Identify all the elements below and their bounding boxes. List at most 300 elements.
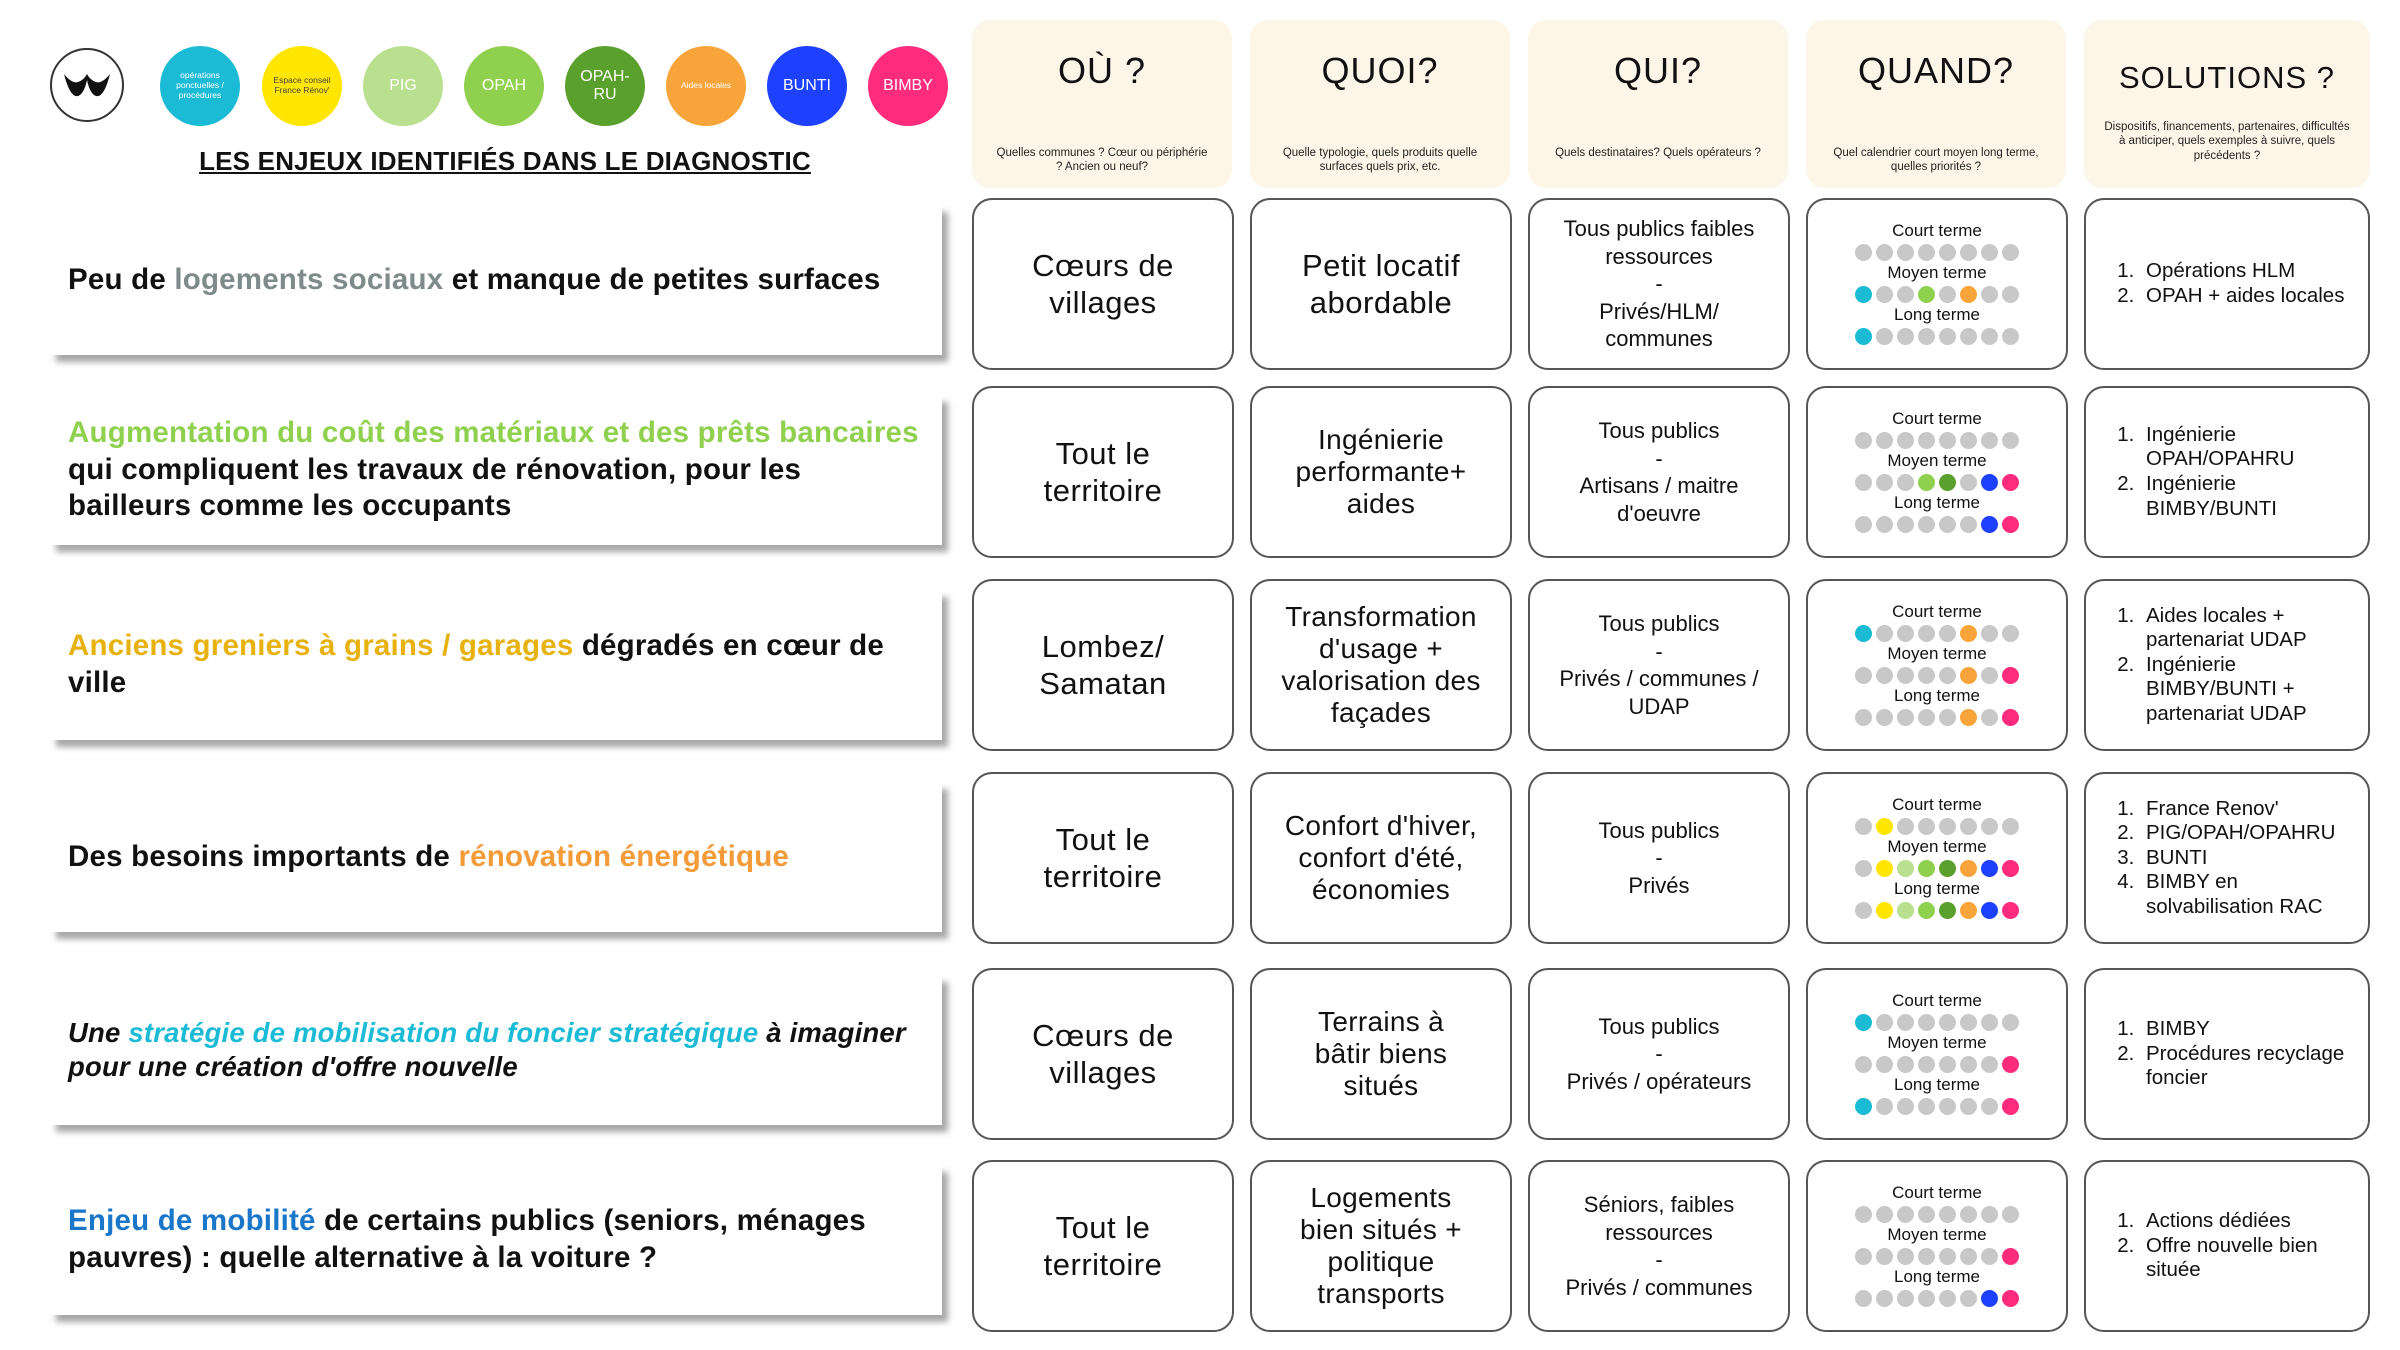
solution-item: 2. Procédures recyclage foncier	[2140, 1042, 2368, 1091]
text-line: Tous publics	[1598, 418, 1720, 443]
logo	[50, 48, 124, 122]
text-line: Tous publics	[1598, 611, 1720, 636]
timeframe-dots	[1855, 664, 2019, 686]
status-dot	[1918, 709, 1935, 726]
logo-mark-icon	[62, 70, 112, 100]
what-cell-text	[1300, 1182, 1462, 1311]
issue-text-segment: Anciens greniers à grains / garages	[68, 629, 574, 663]
timeframe-dots	[1855, 1011, 2019, 1033]
text-line: Lombez/	[1041, 628, 1165, 664]
text-line: d'usage +	[1318, 632, 1444, 664]
status-dot	[2002, 244, 2019, 261]
timeframe-label: Court terme	[1892, 409, 1982, 428]
issue-text	[68, 839, 789, 876]
text-line: villages	[1049, 285, 1157, 320]
text-line: UDAP	[1628, 693, 1690, 719]
text-line: Privés / communes /	[1559, 666, 1759, 691]
text-line: -	[1655, 1041, 1663, 1067]
where-cell-text	[1044, 1209, 1163, 1283]
status-dot	[1918, 1290, 1935, 1307]
timeframe-label: Court terme	[1892, 991, 1982, 1010]
who-cell-text	[1564, 215, 1755, 353]
status-dot	[1897, 625, 1914, 642]
status-dot	[1918, 818, 1935, 835]
text-line: territoire	[1043, 859, 1163, 894]
status-dot	[1939, 818, 1956, 835]
status-dot	[1939, 1290, 1956, 1307]
status-dot	[2002, 516, 2019, 533]
solution-item: 1. Opérations HLM	[2140, 259, 2344, 284]
status-dot	[1960, 516, 1977, 533]
status-dot	[1855, 244, 1872, 261]
timeframe-label: Long terme	[1894, 1267, 1980, 1286]
where-cell-text	[1039, 628, 1167, 702]
status-dot	[1855, 1290, 1872, 1307]
timeframe-label: Long terme	[1894, 1075, 1980, 1094]
when-cell	[1806, 772, 2068, 944]
solutions-list	[2096, 797, 2368, 920]
timeframe-dots	[1855, 241, 2019, 263]
text-line: Ingénierie	[1318, 423, 1444, 455]
issue-text-segment: stratégie de mobilisation du foncier stratégique	[128, 1016, 759, 1048]
where-cell-text	[1032, 247, 1174, 321]
timeframe-dots	[1855, 622, 2019, 644]
text-line: bâtir biens	[1314, 1037, 1448, 1069]
solutions-list	[2096, 604, 2368, 727]
text-line: transports	[1317, 1278, 1445, 1310]
text-line: Transformation	[1285, 600, 1477, 632]
status-dot	[1918, 1014, 1935, 1031]
status-dot	[1960, 860, 1977, 877]
timeframe-label: Long terme	[1894, 879, 1980, 898]
text-line: Samatan	[1039, 666, 1167, 701]
status-dot	[1960, 1206, 1977, 1223]
status-dot	[1876, 860, 1893, 877]
solution-item: 2. Offre nouvelle bien située	[2140, 1234, 2368, 1283]
text-line: d'oeuvre	[1617, 500, 1701, 526]
status-dot	[1876, 474, 1893, 491]
status-dot	[1855, 1056, 1872, 1073]
text-line: Tout le	[1055, 435, 1151, 471]
text-line: Tous publics faibles	[1563, 216, 1755, 242]
text-line: -	[1655, 845, 1663, 871]
timeframe-label: Long terme	[1894, 686, 1980, 705]
status-dot	[1876, 516, 1893, 533]
when-cell	[1806, 968, 2068, 1140]
where-cell	[972, 386, 1234, 558]
status-dot	[1981, 432, 1998, 449]
status-dot	[1981, 667, 1998, 684]
status-dot	[1876, 328, 1893, 345]
status-dot	[1897, 432, 1914, 449]
where-cell	[972, 772, 1234, 944]
solution-item: 1. Ingénierie OPAH/OPAHRU	[2140, 423, 2368, 472]
where-cell-text	[1044, 435, 1163, 509]
status-dot	[1981, 818, 1998, 835]
timeframe-dots	[1855, 429, 2019, 451]
status-dot	[1981, 860, 1998, 877]
solution-item: 1. France Renov'	[2140, 797, 2368, 822]
diagnostic-title: LES ENJEUX IDENTIFIÉS DANS LE DIAGNOSTIC	[199, 146, 811, 176]
solution-item: 2. Ingénierie BIMBY/BUNTI	[2140, 472, 2368, 521]
text-line: bien situés +	[1300, 1213, 1462, 1245]
timeframe-label: Court terme	[1892, 1183, 1982, 1202]
what-cell	[1250, 386, 1512, 558]
status-dot	[2002, 667, 2019, 684]
issue-text	[68, 1016, 922, 1085]
timeframe-dots	[1855, 1287, 2019, 1309]
column-header	[1528, 20, 1788, 188]
status-dot	[1918, 1248, 1935, 1265]
status-dot	[1981, 286, 1998, 303]
text-line: Petit locatif	[1301, 247, 1461, 283]
column-subtitle: Quels destinataires? Quels opérateurs ?	[1555, 147, 1761, 159]
status-dot	[1960, 244, 1977, 261]
who-cell	[1528, 1160, 1790, 1332]
status-dot	[1939, 432, 1956, 449]
timeframe-dots	[1855, 513, 2019, 535]
text-line: Tous publics	[1598, 1013, 1720, 1039]
status-dot	[2002, 1206, 2019, 1223]
status-dot	[1897, 474, 1914, 491]
timeframe-label: Moyen terme	[1887, 837, 1987, 856]
status-dot	[2002, 625, 2019, 642]
status-dot	[1897, 516, 1914, 533]
text-line: situés	[1343, 1070, 1419, 1102]
status-dot	[1855, 286, 1872, 303]
status-dot	[1918, 328, 1935, 345]
issue-text-segment: logements sociaux	[174, 262, 444, 296]
issue-text	[68, 628, 922, 702]
status-dot	[1981, 902, 1998, 919]
solution-item: 2. OPAH + aides locales	[2140, 284, 2344, 309]
legend-bubble: Espace conseil France Rénov'	[262, 46, 342, 126]
status-dot	[1960, 328, 1977, 345]
status-dot	[1855, 860, 1872, 877]
timeframe-dots	[1855, 1245, 2019, 1267]
status-dot	[1897, 667, 1914, 684]
status-dot	[2002, 902, 2019, 919]
issue-text-segment: Enjeu de mobilité	[68, 1204, 316, 1238]
who-cell-text	[1565, 1191, 1752, 1301]
issue-card	[50, 590, 942, 740]
text-line: politique	[1327, 1246, 1435, 1277]
status-dot	[2002, 1290, 2019, 1307]
issue-text-segment: Augmentation du coût des matériaux et des prêts bancaires	[68, 415, 919, 449]
status-dot	[2002, 1098, 2019, 1115]
timeframe-dots	[1855, 706, 2019, 728]
where-cell	[972, 579, 1234, 751]
status-dot	[1855, 432, 1872, 449]
status-dot	[1876, 1248, 1893, 1265]
status-dot	[2002, 474, 2019, 491]
when-cell	[1806, 1160, 2068, 1332]
status-dot	[1981, 1056, 1998, 1073]
status-dot	[2002, 286, 2019, 303]
status-dot	[1981, 1290, 1998, 1307]
status-dot	[1855, 1014, 1872, 1031]
solution-item: 1. Aides locales + partenariat UDAP	[2140, 604, 2368, 653]
who-cell	[1528, 968, 1790, 1140]
legend-bubble: Aides locales	[666, 46, 746, 126]
solutions-cell	[2084, 772, 2370, 944]
timeframe-label: Moyen terme	[1887, 451, 1987, 470]
timeframe-dots	[1855, 857, 2019, 879]
timeframe-label: Court terme	[1892, 221, 1982, 240]
status-dot	[1918, 516, 1935, 533]
status-dot	[1960, 902, 1977, 919]
issue-card	[50, 1165, 942, 1315]
solution-item: 4. BIMBY en solvabilisation RAC	[2140, 870, 2368, 919]
timeframe-label: Long terme	[1894, 493, 1980, 512]
status-dot	[1981, 1206, 1998, 1223]
text-line: Artisans / maitre	[1579, 473, 1739, 498]
issue-text	[68, 1203, 922, 1277]
status-dot	[1981, 1014, 1998, 1031]
status-dot	[1897, 1206, 1914, 1223]
timeframe-dots	[1855, 471, 2019, 493]
text-line: économies	[1311, 874, 1451, 906]
who-cell-text	[1567, 1013, 1752, 1096]
status-dot	[1981, 516, 1998, 533]
status-dot	[1939, 667, 1956, 684]
status-dot	[1939, 709, 1956, 726]
text-line: ressources	[1605, 243, 1713, 269]
text-line: Tous publics	[1598, 817, 1720, 843]
text-line: aides	[1346, 488, 1416, 520]
status-dot	[2002, 432, 2019, 449]
text-line: communes	[1605, 326, 1713, 352]
what-cell	[1250, 772, 1512, 944]
timeframe-dots	[1855, 1095, 2019, 1117]
status-dot	[1918, 667, 1935, 684]
status-dot	[1939, 625, 1956, 642]
where-cell-text	[1032, 1017, 1174, 1091]
what-cell-text	[1281, 601, 1480, 730]
status-dot	[1960, 1290, 1977, 1307]
status-dot	[1960, 1098, 1977, 1115]
status-dot	[1918, 244, 1935, 261]
status-dot	[1855, 1098, 1872, 1115]
status-dot	[1855, 625, 1872, 642]
status-dot	[1897, 1098, 1914, 1115]
status-dot	[1897, 1248, 1914, 1265]
status-dot	[1981, 474, 1998, 491]
status-dot	[1876, 1290, 1893, 1307]
when-cell	[1806, 579, 2068, 751]
status-dot	[1939, 1098, 1956, 1115]
solution-item: 2. Ingénierie BIMBY/BUNTI + partenariat UDAP	[2140, 653, 2368, 727]
status-dot	[1897, 1290, 1914, 1307]
status-dot	[1897, 1014, 1914, 1031]
status-dot	[1855, 902, 1872, 919]
timeframe-dots	[1855, 815, 2019, 837]
issue-text-segment: Une	[68, 1016, 129, 1048]
column-title: QUAND?	[1857, 50, 2015, 91]
status-dot	[1855, 328, 1872, 345]
status-dot	[1855, 709, 1872, 726]
status-dot	[1939, 1206, 1956, 1223]
status-dot	[1960, 818, 1977, 835]
column-header	[1806, 20, 2066, 188]
solutions-cell	[2084, 968, 2370, 1140]
status-dot	[1918, 432, 1935, 449]
who-cell	[1528, 386, 1790, 558]
status-dot	[1876, 1098, 1893, 1115]
what-cell	[1250, 968, 1512, 1140]
text-line: Logements	[1310, 1181, 1452, 1213]
issue-card	[50, 782, 942, 932]
issue-card	[50, 975, 942, 1125]
status-dot	[1876, 625, 1893, 642]
issue-card	[50, 205, 942, 355]
status-dot	[1960, 667, 1977, 684]
text-line: -	[1655, 445, 1663, 471]
text-line: Privés	[1628, 872, 1690, 898]
text-line: Privés / communes	[1565, 1274, 1753, 1300]
status-dot	[1918, 1056, 1935, 1073]
status-dot	[2002, 818, 2019, 835]
column-subtitle: Quelles communes ? Cœur ou périphérie ? Ancien ou neuf?	[996, 147, 1208, 174]
status-dot	[1876, 432, 1893, 449]
timeframe-dots	[1855, 899, 2019, 921]
status-dot	[1897, 286, 1914, 303]
column-subtitle: Dispositifs, financements, partenaires, difficultés à anticiper, quels exemples à suivre, quels précédents ?	[2104, 121, 2350, 162]
legend-bubble: BUNTI	[767, 46, 847, 126]
text-line: territoire	[1043, 473, 1163, 508]
status-dot	[1876, 709, 1893, 726]
status-dot	[1855, 1248, 1872, 1265]
status-dot	[1876, 1056, 1893, 1073]
issue-text	[68, 415, 922, 526]
column-subtitle: Quelle typologie, quels produits quelle surfaces quels prix, etc.	[1282, 147, 1478, 174]
who-cell	[1528, 579, 1790, 751]
column-title: QUOI?	[1321, 50, 1439, 91]
solutions-list	[2096, 1209, 2368, 1283]
status-dot	[1939, 474, 1956, 491]
legend-bubble: OPAH	[464, 46, 544, 126]
status-dot	[1876, 244, 1893, 261]
status-dot	[1939, 516, 1956, 533]
status-dot	[1876, 667, 1893, 684]
issue-text-segment: rénovation énergétique	[458, 839, 790, 873]
status-dot	[1981, 625, 1998, 642]
status-dot	[1981, 709, 1998, 726]
timeframe-label: Moyen terme	[1887, 1225, 1987, 1244]
issue-text-segment: qui compliquent les travaux de rénovation, pour les bailleurs comme les occupants	[68, 452, 802, 523]
status-dot	[1939, 860, 1956, 877]
status-dot	[1855, 818, 1872, 835]
timeframe-label: Court terme	[1892, 602, 1982, 621]
text-line: territoire	[1043, 1247, 1163, 1282]
timeframe-label: Moyen terme	[1887, 1033, 1987, 1052]
status-dot	[1960, 1014, 1977, 1031]
solutions-cell	[2084, 1160, 2370, 1332]
status-dot	[1939, 1014, 1956, 1031]
text-line: confort d'été,	[1298, 841, 1464, 873]
solutions-cell	[2084, 198, 2370, 370]
what-cell	[1250, 579, 1512, 751]
column-header	[972, 20, 1232, 188]
solution-item: 1. Actions dédiées	[2140, 1209, 2368, 1234]
solution-item: 1. BIMBY	[2140, 1017, 2368, 1042]
status-dot	[1855, 1206, 1872, 1223]
text-line: Tout le	[1055, 1209, 1151, 1245]
legend-bubble: opérations ponctuelles / procédures	[160, 46, 240, 126]
timeframe-dots	[1855, 325, 2019, 347]
status-dot	[2002, 1248, 2019, 1265]
status-dot	[2002, 1014, 2019, 1031]
status-dot	[1876, 1206, 1893, 1223]
issue-card	[50, 395, 942, 545]
what-cell-text	[1302, 247, 1460, 321]
text-line: Tout le	[1055, 821, 1151, 857]
status-dot	[1960, 625, 1977, 642]
status-dot	[1855, 516, 1872, 533]
timeframe-dots	[1855, 1203, 2019, 1225]
text-line: Confort d'hiver,	[1284, 809, 1478, 841]
issue-text-segment: de certains publics (seniors, ménages pauvres) : quelle alternative à la voiture ?	[68, 1204, 866, 1274]
issue-text-segment: Peu de	[68, 262, 175, 296]
where-cell	[972, 968, 1234, 1140]
what-cell-text	[1315, 1006, 1448, 1103]
who-cell-text	[1598, 817, 1719, 900]
what-cell	[1250, 1160, 1512, 1332]
status-dot	[1939, 1248, 1956, 1265]
legend-bubble: BIMBY	[868, 46, 948, 126]
legend-bubble: PIG	[363, 46, 443, 126]
status-dot	[1918, 1098, 1935, 1115]
status-dot	[1981, 328, 1998, 345]
status-dot	[1918, 474, 1935, 491]
text-line: -	[1655, 271, 1663, 297]
text-line: Terrains à	[1318, 1005, 1444, 1037]
issue-text-segment: Des besoins importants de	[68, 839, 459, 873]
text-line: -	[1655, 638, 1663, 664]
where-cell	[972, 198, 1234, 370]
status-dot	[1897, 818, 1914, 835]
text-line: façades	[1330, 697, 1432, 729]
status-dot	[1918, 1206, 1935, 1223]
solutions-list	[2096, 423, 2368, 521]
status-dot	[1897, 902, 1914, 919]
column-header	[1250, 20, 1510, 188]
what-cell-text	[1296, 424, 1467, 521]
status-dot	[1918, 625, 1935, 642]
text-line: Séniors, faibles	[1583, 1192, 1735, 1217]
solution-item: 3. BUNTI	[2140, 846, 2368, 871]
status-dot	[1897, 1056, 1914, 1073]
status-dot	[1897, 328, 1914, 345]
text-line: Privés/HLM/	[1599, 298, 1719, 324]
what-cell	[1250, 198, 1512, 370]
text-line: villages	[1049, 1055, 1157, 1090]
status-dot	[1939, 244, 1956, 261]
what-cell-text	[1285, 810, 1477, 907]
where-cell	[972, 1160, 1234, 1332]
column-header	[2084, 20, 2370, 188]
timeframe-label: Court terme	[1892, 795, 1982, 814]
solutions-cell	[2084, 579, 2370, 751]
status-dot	[1855, 474, 1872, 491]
status-dot	[2002, 328, 2019, 345]
status-dot	[1876, 818, 1893, 835]
column-subtitle: Quel calendrier court moyen long terme, quelles priorités ?	[1833, 147, 2039, 174]
where-cell-text	[1044, 821, 1163, 895]
timeframe-label: Moyen terme	[1887, 263, 1987, 282]
status-dot	[1960, 709, 1977, 726]
solutions-list	[2096, 1017, 2368, 1091]
